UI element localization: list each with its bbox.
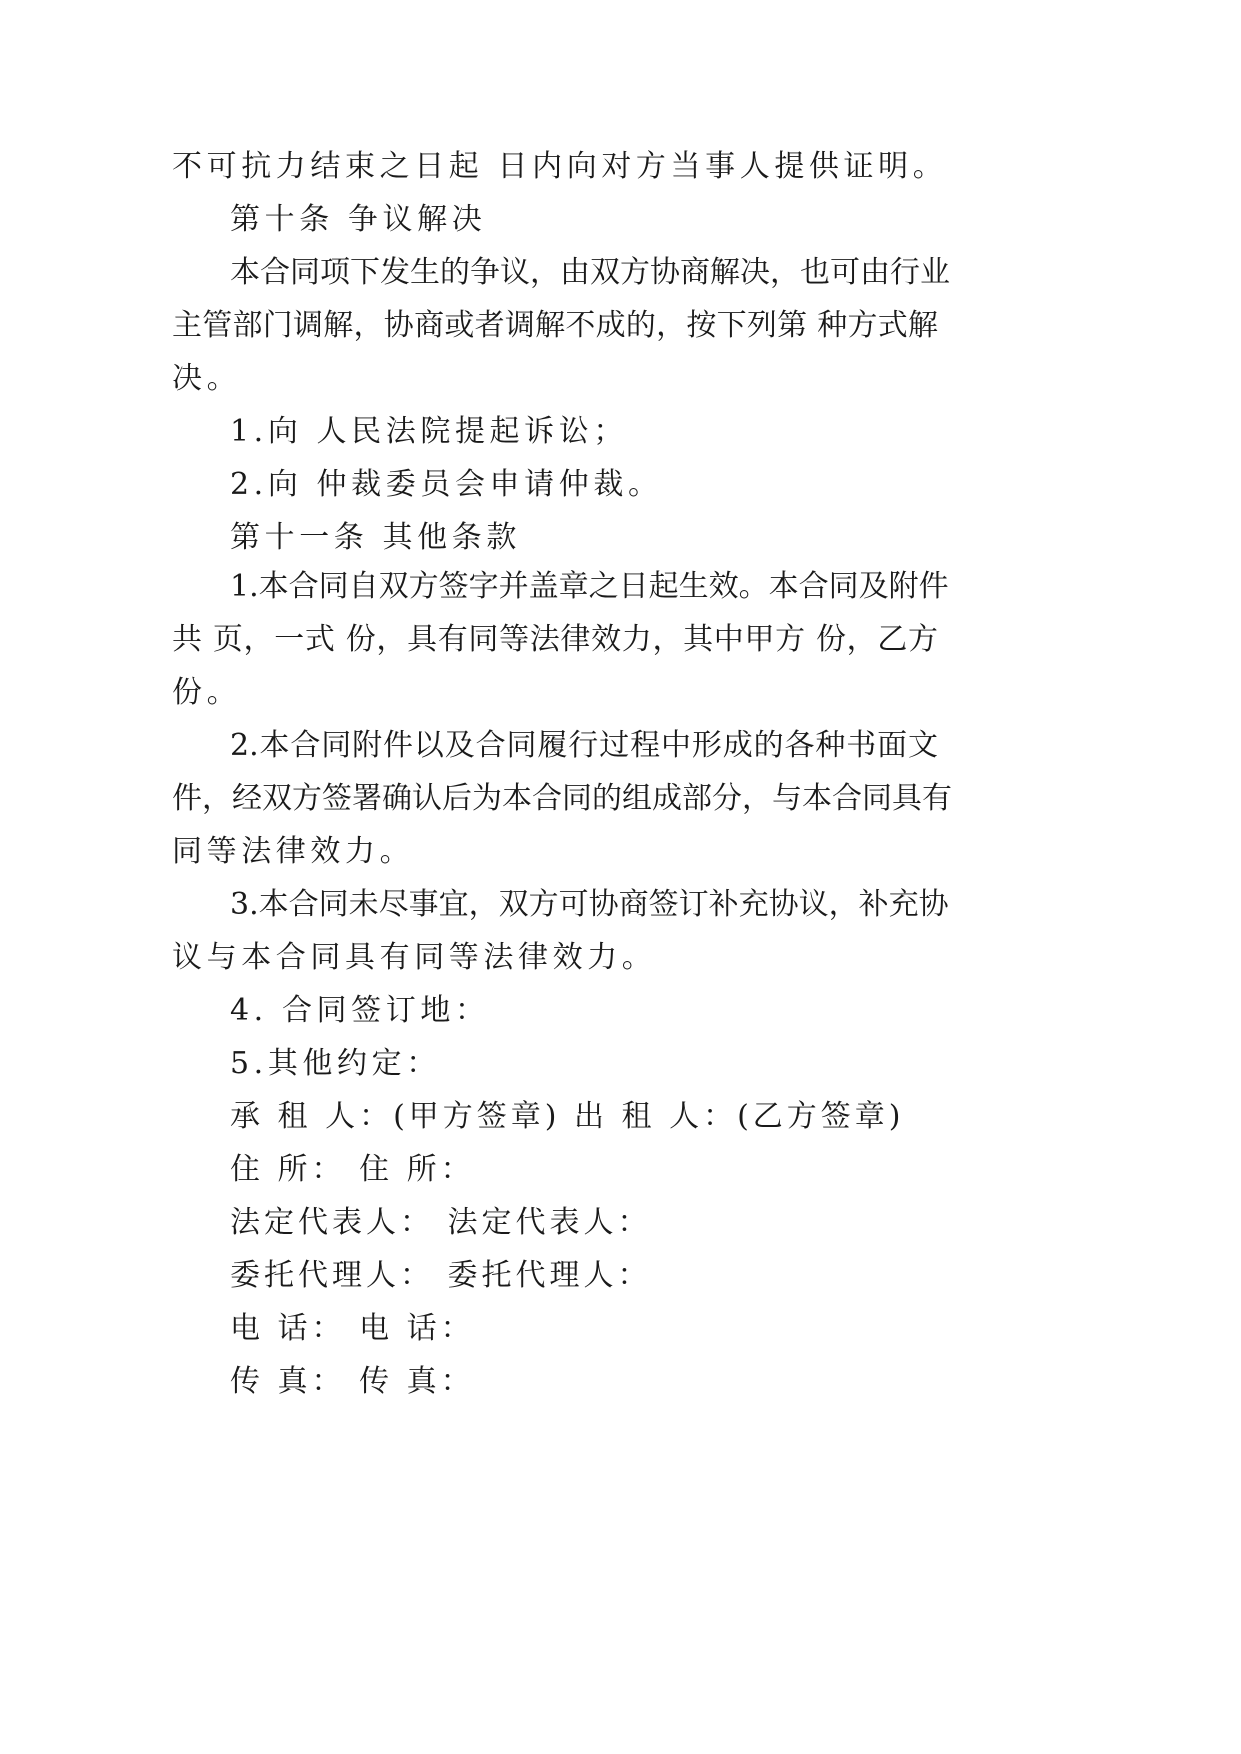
list-item: 5.其他约定： bbox=[230, 1046, 441, 1081]
signature-phone-row: 电 话： 电 话： bbox=[230, 1311, 475, 1346]
paragraph-line: 主管部门调解，协商或者调解不成的，按下列第 种方式解 bbox=[172, 308, 938, 343]
paragraph-line: 1.本合同自双方签字并盖章之日起生效。本合同及附件 bbox=[230, 569, 949, 604]
paragraph-line: 本合同项下发生的争议，由双方协商解决，也可由行业 bbox=[230, 255, 950, 290]
signature-fax-row: 传 真： 传 真： bbox=[230, 1364, 475, 1399]
signature-legal-rep-row: 法定代表人： 法定代表人： bbox=[230, 1205, 652, 1240]
paragraph-line: 不可抗力结束之日起 日内向对方当事人提供证明。 bbox=[172, 149, 948, 184]
list-item: 1.向 人民法院提起诉讼； bbox=[230, 414, 628, 449]
section-heading: 第十一条 其他条款 bbox=[230, 520, 521, 555]
signature-agent-row: 委托代理人： 委托代理人： bbox=[230, 1258, 652, 1293]
paragraph-line: 同等法律效力。 bbox=[172, 834, 415, 869]
paragraph-line: 议与本合同具有同等法律效力。 bbox=[172, 940, 657, 975]
signature-party-row: 承 租 人：(甲方签章) 出 租 人：(乙方签章) bbox=[230, 1099, 905, 1134]
section-heading: 第十条 争议解决 bbox=[230, 202, 487, 237]
paragraph-line: 件，经双方签署确认后为本合同的组成部分，与本合同具有 bbox=[172, 781, 952, 816]
signature-address-row: 住 所： 住 所： bbox=[230, 1152, 475, 1187]
list-item: 2.向 仲裁委员会申请仲裁。 bbox=[230, 467, 663, 502]
paragraph-line: 共 页，一式 份，具有同等法律效力，其中甲方 份，乙方 bbox=[172, 622, 938, 657]
paragraph-line: 决。 bbox=[172, 361, 242, 396]
paragraph-line: 份。 bbox=[172, 675, 242, 710]
paragraph-line: 2.本合同附件以及合同履行过程中形成的各种书面文 bbox=[230, 728, 938, 763]
paragraph-line: 3.本合同未尽事宜，双方可协商签订补充协议，补充协 bbox=[230, 887, 949, 922]
list-item: 4. 合同签订地： bbox=[230, 993, 490, 1028]
